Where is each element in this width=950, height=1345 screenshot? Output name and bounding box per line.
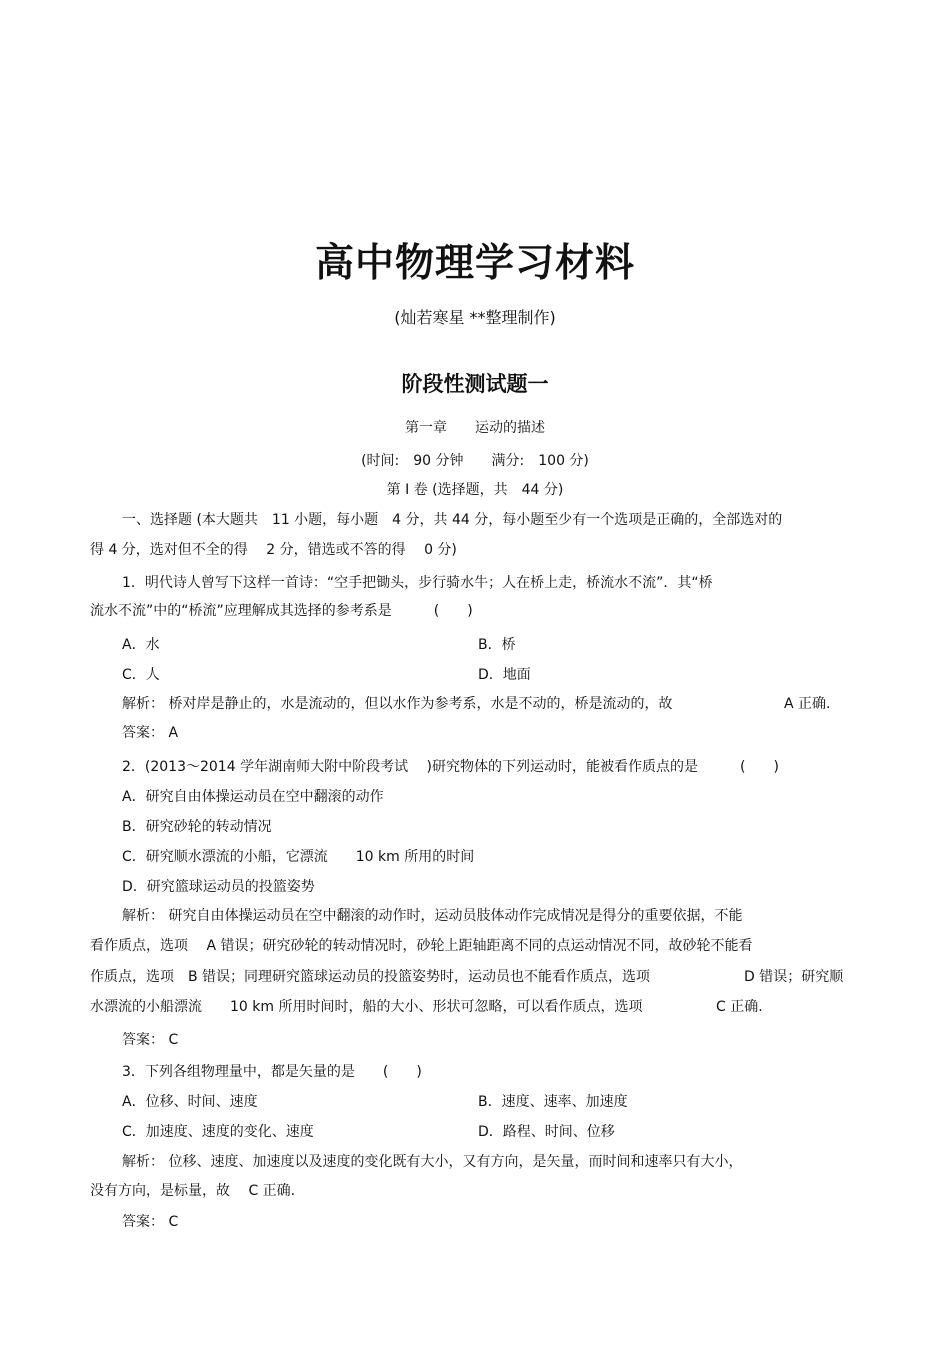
q2-option-b: B．研究砂轮的转动情况 — [122, 819, 272, 835]
q3-analysis-line2: 没有方向，是标量，故 C 正确. — [90, 1183, 296, 1199]
q2-option-a: A．研究自由体操运动员在空中翻滚的动作 — [122, 789, 384, 805]
chapter-heading: 第一章 运动的描述 — [405, 420, 545, 436]
q1-answer: 答案： A — [122, 725, 179, 741]
q2-option-d: D．研究篮球运动员的投篮姿势 — [122, 879, 315, 895]
q1-option-b: B．桥 — [478, 637, 516, 653]
q1-stem-line1: 1．明代诗人曾写下这样一首诗：“空手把锄头，步行骑水牛；人在桥上走，桥流水不流”．其“桥 — [122, 575, 713, 591]
q2-analysis-line3: 作质点，选项 B 错误；同理研究篮球运动员的投篮姿势时，运动员也不能看作质点，选项 — [90, 969, 651, 985]
q2-analysis-line4: 水漂流的小船漂流 10 km 所用时间时，船的大小、形状可忽略，可以看作质点，选项 — [90, 999, 643, 1015]
q3-answer: 答案： C — [122, 1214, 179, 1230]
page-title: 高中物理学习材料 — [314, 240, 635, 286]
q3-option-a: A．位移、时间、速度 — [122, 1094, 258, 1110]
q1-analysis: 解析： 桥对岸是静止的，水是流动的，但以水作为参考系，水是不动的，桥是流动的，故 — [122, 696, 673, 712]
q3-option-d: D．路程、时间、位移 — [478, 1124, 615, 1140]
subtitle: (灿若寒星 **整理制作) — [394, 308, 556, 327]
section-instructions-line1: 一、选择题 (本大题共 11 小题，每小题 4 分，共 44 分，每小题至少有一个选项是正确的，全部选对的 — [122, 512, 783, 528]
q3-stem: 3．下列各组物理量中，都是矢量的是 ( ) — [122, 1064, 422, 1080]
q3-option-b: B．速度、速率、加速度 — [478, 1094, 628, 1110]
q1-option-c: C．人 — [122, 667, 160, 683]
q1-option-a: A．水 — [122, 637, 160, 653]
q1-analysis-end: A 正确. — [784, 696, 831, 712]
q1-stem-line2: 流水不流”中的“桥流”应理解成其选择的参考系是 ( ) — [90, 603, 473, 619]
volume-heading: 第 I 卷 (选择题，共 44 分) — [386, 482, 564, 498]
q2-analysis-line4-end: C 正确. — [716, 999, 763, 1015]
time-info: (时间: 90 分钟 满分: 100 分) — [361, 453, 589, 469]
q3-option-c: C．加速度、速度的变化、速度 — [122, 1124, 314, 1140]
q1-option-d: D．地面 — [478, 667, 531, 683]
q2-option-c: C．研究顺水漂流的小船，它漂流 10 km 所用的时间 — [122, 849, 475, 865]
q2-analysis-line2: 看作质点，选项 A 错误；研究砂轮的转动情况时，砂轮上距轴距离不同的点运动情况不同，故砂轮不能看 — [90, 938, 753, 954]
q2-stem: 2．(2013～2014 学年湖南师大附中阶段考试 )研究物体的下列运动时，能被看作质点的是 ( ) — [122, 759, 779, 775]
q3-analysis-line1: 解析： 位移、速度、加速度以及速度的变化既有大小，又有方向，是矢量，而时间和速率只有大小， — [122, 1154, 743, 1170]
q2-analysis-line1: 解析： 研究自由体操运动员在空中翻滚的动作时，运动员肢体动作完成情况是得分的重要依据，不能 — [122, 908, 743, 924]
test-title: 阶段性测试题一 — [401, 372, 549, 396]
q2-analysis-line3-end: D 错误；研究顺 — [744, 969, 844, 985]
q2-answer: 答案： C — [122, 1032, 179, 1048]
section-instructions-line2: 得 4 分，选对但不全的得 2 分，错选或不答的得 0 分) — [90, 542, 457, 558]
